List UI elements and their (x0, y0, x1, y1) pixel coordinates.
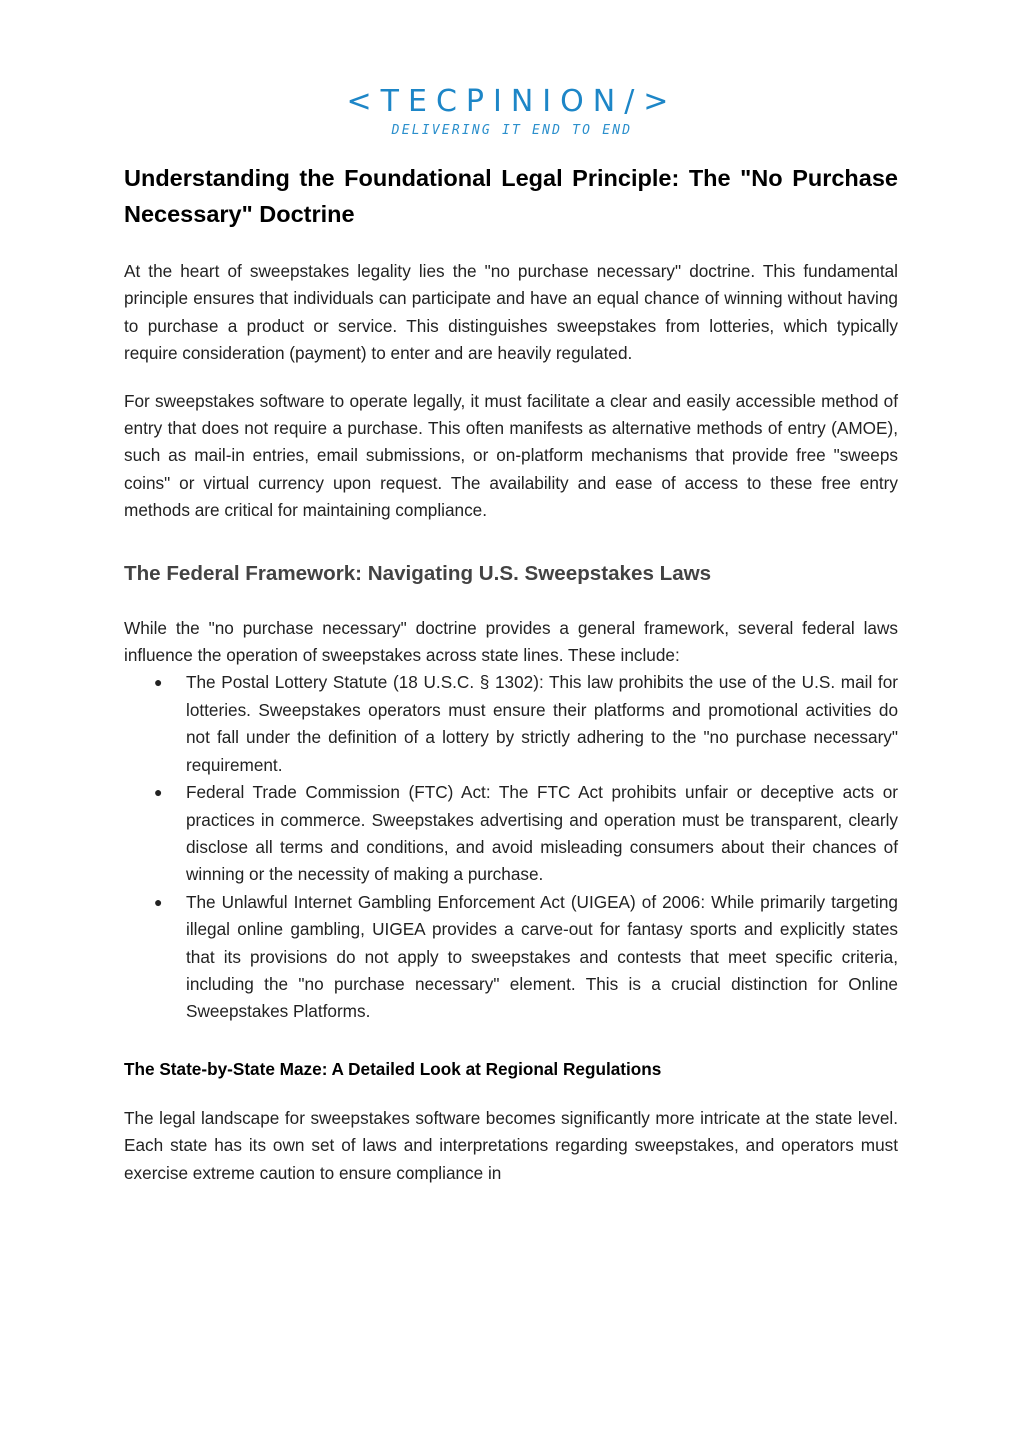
list-item-text: The Postal Lottery Statute (18 U.S.C. § 1302): This law prohibits the use of the U.S. mail for lotteries. Sweepstakes operators must ensure their platforms and promotional activities do not fall under the definition of a lottery by strictly adhering to the "no purchase necessary" requirement. (186, 672, 898, 775)
logo-tagline: DELIVERING IT END TO END (391, 123, 633, 138)
federal-law-list (124, 669, 898, 1025)
intro-paragraph: At the heart of sweepstakes legality lies the "no purchase necessary" doctrine. This fundamental principle ensures that individuals can participate and have an equal chance of winning without having to purchase a product or service. This distinguishes sweepstakes from lotteries, which typically require consideration (payment) to enter and are heavily regulated. (124, 261, 898, 364)
bullet-icon: ● (154, 784, 163, 801)
federal-intro-paragraph: While the "no purchase necessary" doctrine provides a general framework, several federal laws influence the operation of sweepstakes across state lines. These include: (124, 617, 898, 666)
list-item-text: The Unlawful Internet Gambling Enforcement Act (UIGEA) of 2006: While primarily targeting illegal online gambling, UIGEA provides a carve-out for fantasy sports and explicitly states that its provisions do not apply to sweepstakes and contests that meet specific criteria, including the "no purchase necessary" element. This is a crucial distinction for Online Sweepstakes Platforms. (186, 891, 898, 1022)
bullet-icon: ● (154, 674, 163, 691)
amoe-paragraph: For sweepstakes software to operate legally, it must facilitate a clear and easily accessible method of entry that does not require a purchase. This often manifests as alternative methods of entry (AMOE), such as mail-in entries, email submissions, or on-platform mechanisms that provide free "sweeps coins" or virtual currency upon request. The availability and ease of access to these free entry methods are critical for maintaining compliance. (124, 390, 898, 521)
list-item (124, 669, 898, 779)
list-item (124, 889, 898, 1026)
logo-wordmark: <TECPINION/> (346, 84, 678, 119)
state-heading: The State-by-State Maze: A Detailed Look at Regional Regulations (124, 1058, 662, 1079)
state-intro-paragraph: The legal landscape for sweepstakes software becomes significantly more intricate at the state level. Each state has its own set of laws and interpretations regarding sweepstakes, and operators must exercise extreme caution to ensure compliance in (124, 1107, 898, 1183)
document-body (124, 160, 898, 1187)
list-item (124, 779, 898, 889)
list-item-text: Federal Trade Commission (FTC) Act: The FTC Act prohibits unfair or deceptive acts or practices in commerce. Sweepstakes advertising and operation must be transparent, clearly disclose all terms and conditions, and avoid misleading consumers about their chances of winning or the necessity of making a purchase. (186, 782, 898, 885)
document-title: Understanding the Foundational Legal Principle: The "No Purchase Necessary" Doctrine (124, 165, 898, 227)
company-logo (0, 82, 1024, 140)
bullet-icon: ● (154, 893, 163, 910)
federal-heading: The Federal Framework: Navigating U.S. Sweepstakes Laws (124, 561, 712, 585)
